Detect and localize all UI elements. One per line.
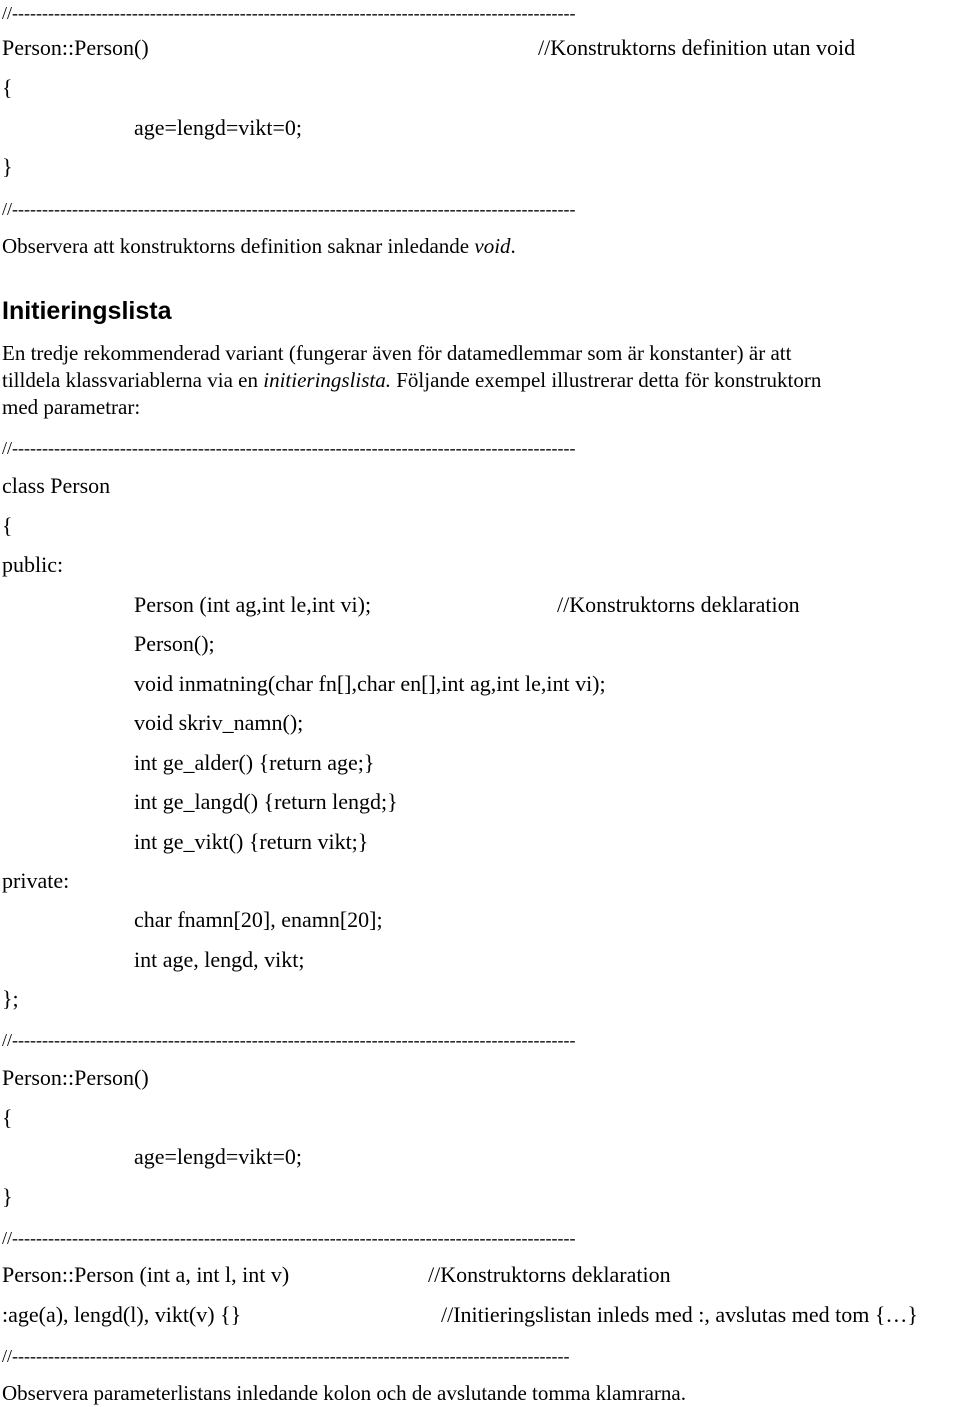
- code-member-line: void inmatning(char fn[],char en[],int ag,int le,int vi);: [134, 671, 606, 696]
- code-open-brace: {: [2, 513, 13, 538]
- code-member-line: int age, lengd, vikt;: [134, 947, 305, 972]
- code-open-brace: {: [2, 1105, 13, 1130]
- note-observera-void: [2, 233, 516, 259]
- code-member-line: int ge_langd() {return lengd;}: [134, 789, 398, 814]
- code-init-list: :age(a), lengd(l), vikt(v) {}: [2, 1302, 242, 1327]
- code-ctor-signature: Person::Person(): [2, 1065, 149, 1090]
- paragraph-line: med parametrar:: [2, 395, 141, 419]
- note-observera-kolon: Observera parameterlistans inledande kolon och de avslutande tomma klamrarna.: [2, 1381, 686, 1405]
- code-member-line: Person();: [134, 631, 215, 656]
- separator-line: //---------------------------------------------------------------------------------------------: [2, 1346, 570, 1366]
- code-close-brace: }: [2, 1184, 13, 1209]
- note-emphasis: void: [474, 234, 511, 258]
- code-private-label: private:: [2, 868, 70, 893]
- code-ctor-signature: Person::Person (int a, int l, int v): [2, 1262, 290, 1287]
- separator-line: //----------------------------------------------------------------------------------------------: [2, 1228, 576, 1248]
- note-end: .: [510, 234, 516, 258]
- code-member-line: char fnamn[20], enamn[20];: [134, 907, 383, 932]
- paragraph-text: tilldela klassvariablerna via en: [2, 368, 264, 392]
- code-comment: //Initieringslistan inleds med :, avslutas med tom {…}: [441, 1302, 918, 1327]
- code-member-line: Person (int ag,int le,int vi);: [134, 592, 372, 617]
- code-class-declaration: class Person: [2, 473, 111, 498]
- code-open-brace: {: [2, 75, 13, 100]
- section-heading: Initieringslista: [2, 297, 172, 325]
- code-comment: //Konstruktorns deklaration: [428, 1262, 671, 1287]
- separator-line: //----------------------------------------------------------------------------------------------: [2, 3, 576, 23]
- separator-line: //----------------------------------------------------------------------------------------------: [2, 1030, 576, 1050]
- code-close-brace: }: [2, 154, 13, 179]
- code-member-line: int ge_vikt() {return vikt;}: [134, 829, 369, 854]
- code-public-label: public:: [2, 552, 64, 577]
- paragraph-line: En tredje rekommenderad variant (fungerar även för datamedlemmar som är konstanter) är att: [2, 341, 792, 365]
- code-ctor-signature: Person::Person(): [2, 35, 149, 60]
- code-class-close: };: [2, 986, 19, 1011]
- code-member-line: int ge_alder() {return age;}: [134, 750, 375, 775]
- paragraph-emphasis: initieringslista.: [263, 368, 391, 392]
- note-text: Observera att konstruktorns definition saknar inledande: [2, 234, 475, 258]
- code-body-line: age=lengd=vikt=0;: [134, 1144, 302, 1169]
- separator-line: //----------------------------------------------------------------------------------------------: [2, 438, 576, 458]
- paragraph-line: [2, 367, 821, 393]
- paragraph-text: Följande exempel illustrerar detta för konstruktorn: [391, 368, 822, 392]
- separator-line: //----------------------------------------------------------------------------------------------: [2, 199, 576, 219]
- code-member-line: void skriv_namn();: [134, 710, 304, 735]
- code-comment: //Konstruktorns deklaration: [557, 592, 800, 617]
- code-body-line: age=lengd=vikt=0;: [134, 115, 302, 140]
- code-comment: //Konstruktorns definition utan void: [538, 35, 856, 60]
